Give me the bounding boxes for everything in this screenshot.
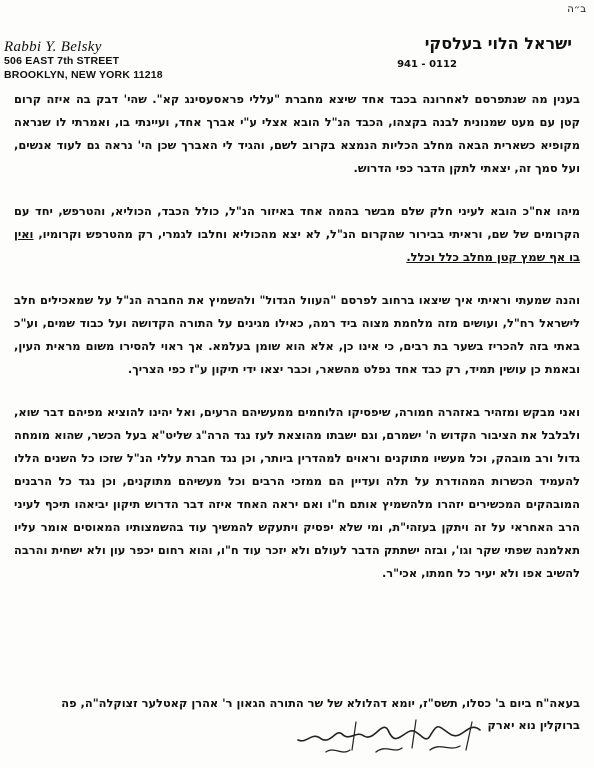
handwritten-signature: [290, 712, 490, 762]
letterhead-hebrew: [342, 34, 572, 70]
letter-body: [14, 88, 580, 605]
hebrew-name: ישראל הלוי בעלסקי: [424, 34, 572, 53]
bsd-mark: ב״ה: [567, 4, 586, 15]
english-name: Rabbi Y. Belsky: [4, 39, 102, 55]
signature-icon: [290, 712, 490, 762]
closing-line-1: בעאה"ח ביום ב' כסלו, תשס"ז, יומא דהלולא של שר התורה הגאון ר' אהרן קאטלער זצוקלה"ה, פה: [61, 696, 580, 710]
letterhead-english: [4, 40, 174, 82]
closing-line-2: ברוקלין נוא יארק: [487, 718, 580, 732]
paragraph-4: ואני מבקש ומזהיר באזהרה חמורה, שיפסיקו הלוחמים ממעשיהם הרעים, ואל יהינו להוציא מפיהם דבר שוא, ולבלבל את הציבור הקדוש ה' ישמרם, וגם ישבתו מהוצאת לעז נגד הרה"ג שליט"א בעל הכשר, שהוא מומחה גדול ורב מובהק, וכל מעשיו מתוקנים וראוים למהדרין ביותר, וכן נגד חברת עללי הנ"ל שזכו כל השנים הללו להעמיד הכשרות המהודרת על תלה ועדיין הם ממזכי הרבים וכל מעשיהם מתוקנים, וכן נגד כל הרבנים המובהקים המכשירים יזהרו מלהשמיץ אותם ח"ו ואם יראה האחד איזה דבר הדרוש תיקון יביאהו תיכף לעיני הרב האחראי על זה ויתקן בעזהי"ת, ומי שלא יפסיק ויתעקש להמשיך עוד בהשמצותיו המאוסים אומר עליו תאלמנה שפתי שקר וגו', ובזה ישתתק הדבר לעולם ולא יזכר עוד ח"ו, והוא רחום יכפר עון ולא ישחית והרבה להשיב אפו ולא יעיר כל חמתו, אכי"ר.: [14, 405, 580, 580]
english-city: BROOKLYN, NEW YORK 11218: [4, 69, 163, 81]
paragraph-3: והנה שמעתי וראיתי איך שיצאו ברחוב לפרסם "העוול הגדול" ולהשמיץ את החברה הנ"ל על שמאכילים חלב לישראל רח"ל, ועושים מזה מלחמת מצוה ביד רמה, כאילו מגינים על התורה הקדושה ועל כבוד שמים, וע"כ באתי בזה להכריז בשער בת רבים, כי אינו כן, אלא הוא שומן בעלמא. אך ראוי להסירו משום מראית העין, ובאמת כן עושין תמיד, רק כבד אחד נפלט מהשאר, וכבר יצאו ידי תיקון ע"ז כפי הצריך.: [14, 293, 580, 376]
paragraph-2-underlined: ואין בו אף שמץ קטן מחלב כלל וכלל.: [14, 227, 580, 264]
paragraph-2-text: מיהו אח"כ הובא לעיני חלק שלם מבשר בהמה אחד באיזור הנ"ל, כולל הכבד, הכוליא, והטרפש, יחד עם הקרומים של שם, וראיתי בבירור שהקרום הנ"ל, לא יצא מהכוליא וחלבו לגמרי, רק מהטרפש וקרומיו,: [14, 204, 580, 241]
english-street: 506 EAST 7th STREET: [4, 55, 120, 67]
paragraph-1: בענין מה שנתפרסם לאחרונה בכבד אחד שיצא מחברת "עללי פראסעסינג קא". שהי' דבק בה איזה קרום קטן עם מעט שמנונית לבנה בקצהו, הכבד הנ"ל הובא אצלי ע"י אברך אחד, ועיינתי בו, ואמרתי לו שנראה מקופיא כשארית הבאה מחלב הכליות הנמצא בקרוב לשם, והגיד לי האברך שכן הי' נראה גם לעוד אנשים, ועל סמך זה, יצאתי לתקן הדבר כפי הדרוש.: [14, 92, 580, 175]
phone-number: 941 - 0112: [397, 59, 457, 70]
paragraph-2: [14, 200, 580, 269]
